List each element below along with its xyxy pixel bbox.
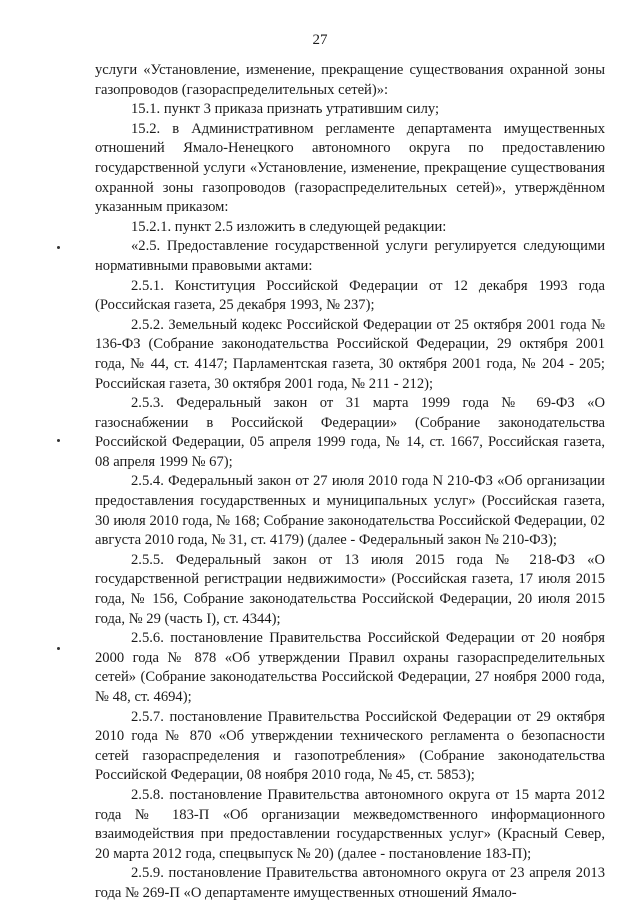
paragraph: 2.5.8. постановление Правительства автономного округа от 15 марта 2012 года № 183-П «Об организации межведомственного информационного взаимодействия при предоставлении государственных услуг» (Красный Север, 20 марта 2012 года, спецвыпуск № 20) (далее - постановление 183-П); [95,786,605,862]
paragraph: 15.1. пункт 3 приказа признать утратившим силу; [131,101,440,118]
margin-mark [57,246,60,249]
paragraph: 2.5.2. Земельный кодекс Российской Федерации от 25 октября 2001 года № 136-ФЗ (Собрание законодательства Российской Федерации, 29 октября 2001 года, № 44, ст. 4147; Парламентская газета, 30 октября 2001 года, № 204 - 205; Российская газета, 30 октября 2001 года, № 211 - 212); [95,316,605,392]
paragraph: 2.5.5. Федеральный закон от 13 июля 2015 года № 218-ФЗ «О государственной регистрации недвижимости» (Российская газета, 17 июля 2015 года, № 156, Собрание законодательства Российской Федерации, 20 июля 2015 года, № 29 (часть I), ст. 4344); [95,551,605,627]
document-body [95,61,605,904]
page-number: 27 [312,32,328,48]
margin-mark [57,439,60,442]
paragraph: 2.5.9. постановление Правительства автономного округа от 23 апреля 2013 года № 269-П «О департаменте имущественных отношений Ямало- [95,865,605,901]
paragraph: 2.5.3. Федеральный закон от 31 марта 1999 года № 69-ФЗ «О газоснабжении в Российской Федерации» (Собрание законодательства Российской Федерации, 05 апреля 1999 года, № 14, ст. 1667, Российская газета, 08 апреля 1999 № 67); [95,395,605,470]
paragraph: 2.5.6. постановление Правительства Российской Федерации от 20 ноября 2000 года № 878 «Об утверждении Правил охраны газораспределительных сетей» (Собрание законодательства Российской Федерации, 27 ноября 2000 года, № 48, ст. 4694); [95,630,605,705]
paragraph: 2.5.7. постановление Правительства Российской Федерации от 29 октября 2010 года № 870 «Об утверждении технического регламента о безопасности сетей газораспределения и газопотребления» (Собрание законодательства Российской Федерации, 08 ноября 2010 года, № 45, ст. 5853); [95,708,605,784]
paragraph: 15.2.1. пункт 2.5 изложить в следующей редакции: [131,218,447,235]
paragraph: услуги «Установление, изменение, прекращение существования охранной зоны газопроводов (газораспределительных сетей)»: [95,62,605,98]
paragraph: 2.5.1. Конституция Российской Федерации от 12 декабря 1993 года (Российская газета, 25 декабря 1993, № 237); [95,277,605,314]
margin-mark [57,647,60,650]
paragraph: «2.5. Предоставление государственной услуги регулируется следующими нормативными правовыми актами: [95,238,605,274]
paragraph: 2.5.4. Федеральный закон от 27 июля 2010 года N 210-ФЗ «Об организации предоставления государственных и муниципальных услуг» (Российская газета, 30 июля 2010 года, № 168; Собрание законодательства Российской Федерации, 02 августа 2010 года, № 31, ст. 4179) (далее - Федеральный закон № 210-ФЗ); [95,473,605,549]
paragraph: 15.2. в Административном регламенте департамента имущественных отношений Ямало-Ненецкого автономного округа по предоставлению государственной услуги «Установление, изменение, прекращение существования охранной зоны газопроводов (газораспределительных сетей)», утверждённом указанным приказом: [95,120,605,216]
